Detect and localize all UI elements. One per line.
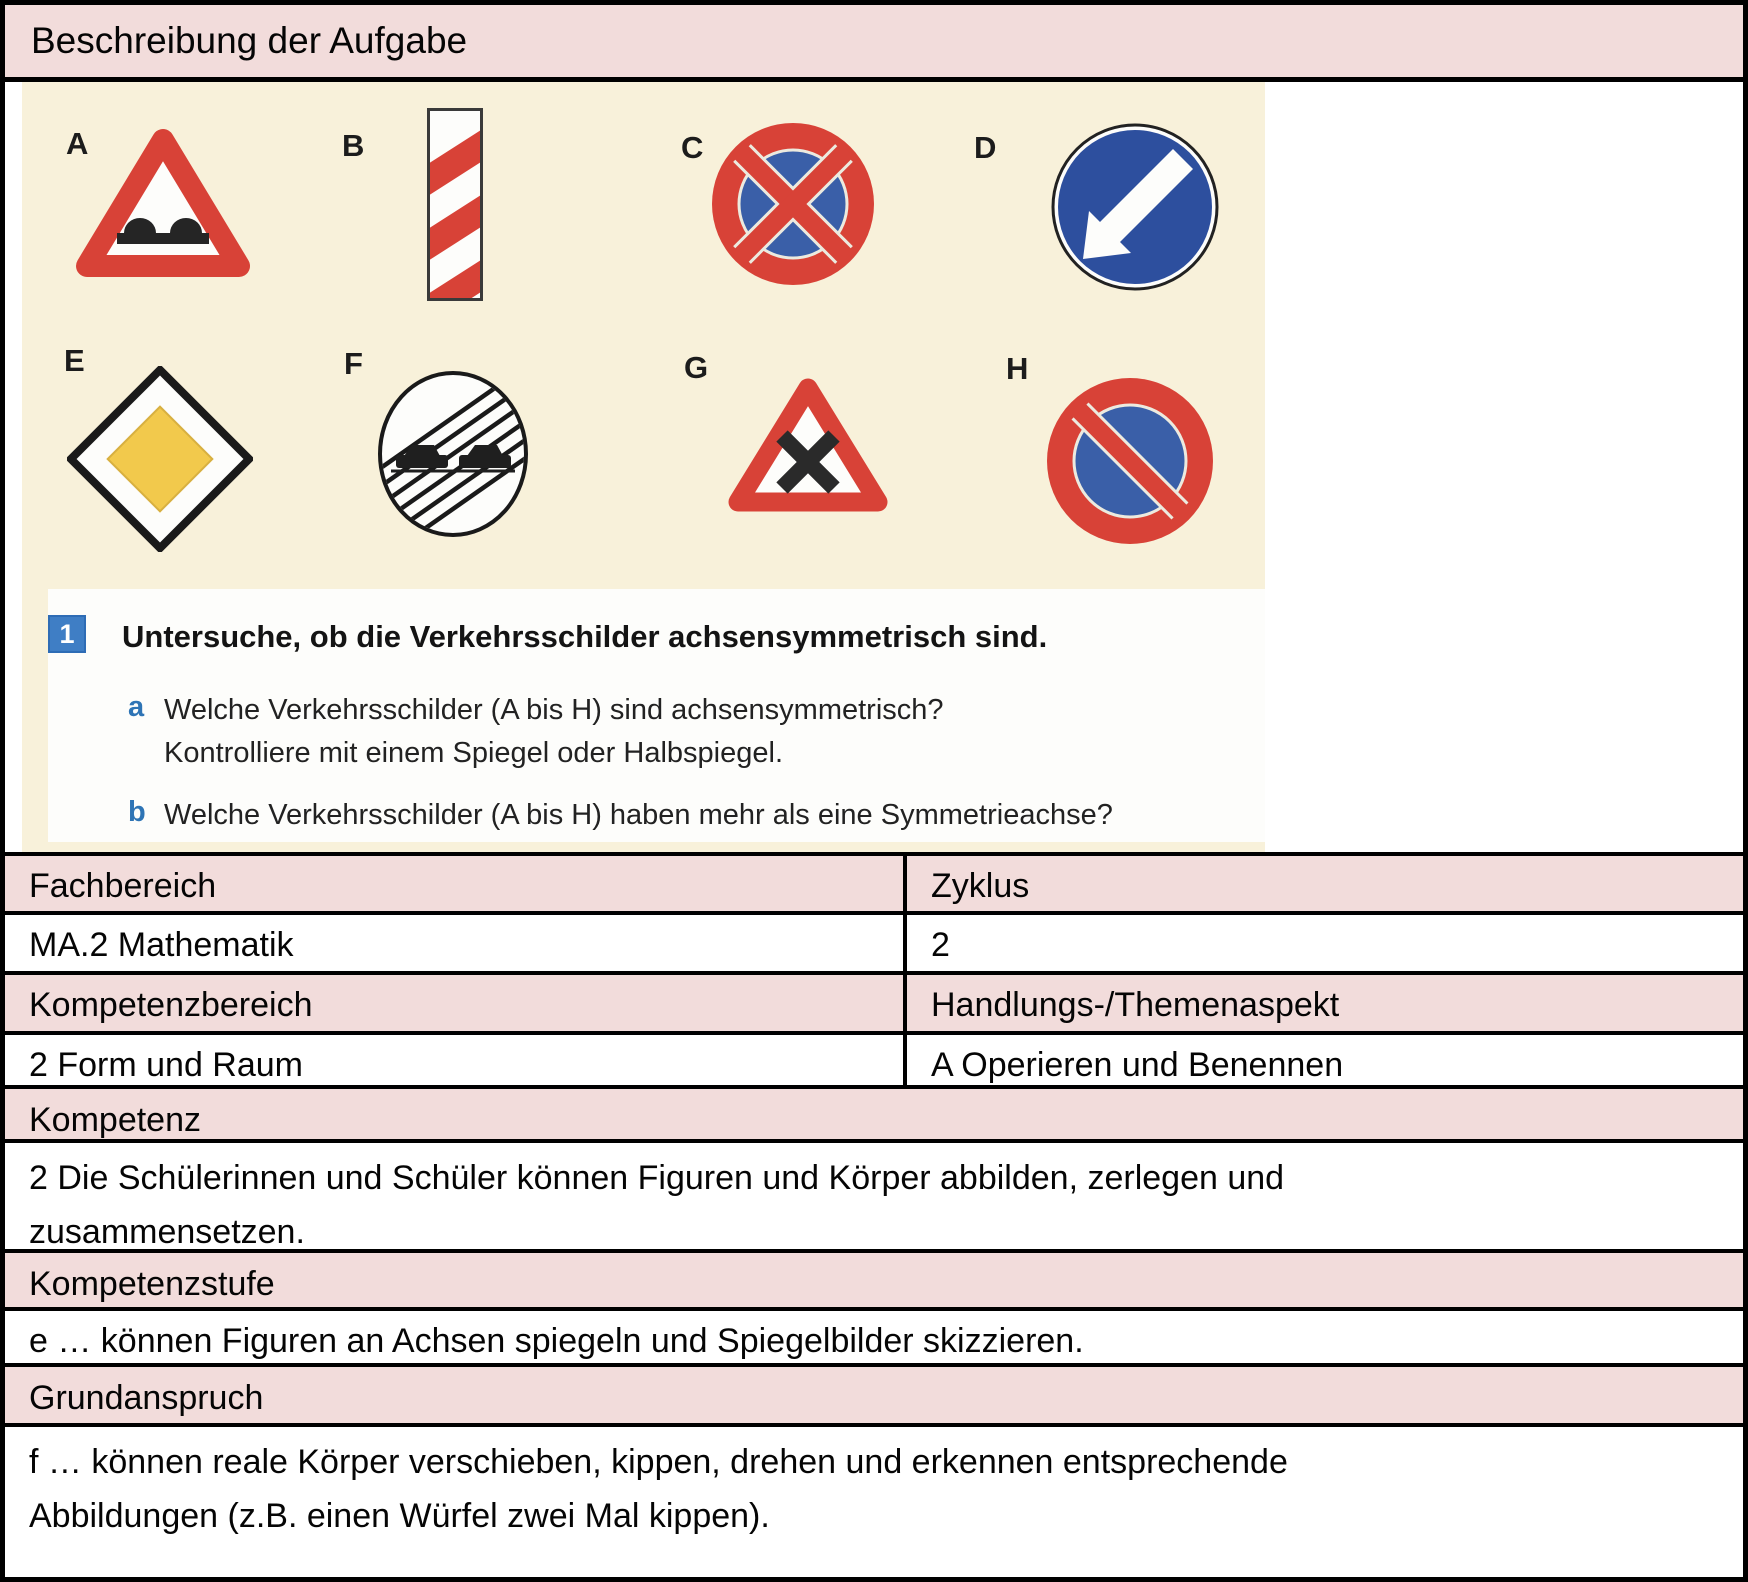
sign-label-f: F xyxy=(344,346,363,381)
sign-label-d: D xyxy=(974,130,997,165)
sign-label-g: G xyxy=(684,350,709,385)
keep-left-arrow-sign-icon xyxy=(1051,123,1219,296)
handlungsaspekt-value: A Operieren und Benennen xyxy=(903,1035,1743,1085)
table-row-header-kompetenz xyxy=(5,1085,1743,1139)
table-row-header-grundanspruch xyxy=(5,1363,1743,1423)
kompetenzbereich-value: 2 Form und Raum xyxy=(29,1046,303,1084)
exercise-item-b-text xyxy=(164,794,1113,837)
no-parking-sign-icon xyxy=(1045,376,1215,551)
zyklus-value: 2 xyxy=(903,915,1743,971)
exercise-heading: Untersuche, ob die Verkehrsschilder achsensymmetrisch sind. xyxy=(122,619,1048,654)
kompetenz-header: Kompetenz xyxy=(5,1089,1743,1139)
exercise-item-a-label: a xyxy=(128,691,145,723)
priority-road-sign-icon xyxy=(67,366,253,557)
exercise-item-a-line-1: Welche Verkehrsschilder (A bis H) sind achsensymmetrisch? xyxy=(164,694,944,726)
exercise-item-b-line-1: Welche Verkehrsschilder (A bis H) haben mehr als eine Symmetrieachse? xyxy=(164,799,1113,831)
task-description-section xyxy=(5,82,1743,852)
table-row-header-kompetenzstufe xyxy=(5,1249,1743,1307)
zyklus-header: Zyklus xyxy=(903,856,1743,911)
handlungsaspekt-header: Handlungs-/Themenaspekt xyxy=(903,975,1743,1031)
sign-label-c: C xyxy=(681,130,704,165)
sign-label-e: E xyxy=(64,343,85,378)
exercise-item-b-label: b xyxy=(128,796,146,828)
sign-label-h: H xyxy=(1006,351,1029,386)
end-of-no-overtaking-sign-icon xyxy=(377,370,529,543)
table-row-value-kompetenzstufe xyxy=(5,1307,1743,1363)
fachbereich-header: Fachbereich xyxy=(5,856,903,911)
sign-label-b: B xyxy=(342,128,365,163)
grundanspruch-value: f … können reale Körper verschieben, kippen, drehen und erkennen entsprechende Abbildungen (z.B. einen Würfel zwei Mal kippen). xyxy=(29,1443,1288,1535)
table-row-value-grundanspruch xyxy=(5,1423,1743,1535)
hazard-marker-pole-sign-icon xyxy=(426,107,484,307)
kompetenzstufe-header: Kompetenzstufe xyxy=(5,1253,1743,1307)
no-stopping-sign-icon xyxy=(710,121,876,292)
grundanspruch-header: Grundanspruch xyxy=(5,1367,1743,1423)
table-row-header-kompetenzbereich-aspekt xyxy=(5,971,1743,1031)
table-row-value-fachbereich-zyklus xyxy=(5,911,1743,971)
sign-label-a: A xyxy=(66,126,89,161)
kompetenz-value: 2 Die Schülerinnen und Schüler können Figuren und Körper abbilden, zerlegen und zusammensetzen. xyxy=(29,1159,1285,1251)
page-title: Beschreibung der Aufgabe xyxy=(5,5,1743,82)
kompetenzbereich-header: Kompetenzbereich xyxy=(5,975,903,1031)
uneven-road-warning-sign-icon xyxy=(68,114,258,303)
exercise-item-a-line-2: Kontrolliere mit einem Spiegel oder Halbspiegel. xyxy=(164,737,783,769)
exercise-item-a-text xyxy=(164,689,944,775)
table-row-header-fachbereich-zyklus xyxy=(5,852,1743,911)
kompetenzstufe-value: e … können Figuren an Achsen spiegeln und Spiegelbilder skizzieren. xyxy=(29,1322,1084,1360)
exercise-panel xyxy=(48,589,1265,842)
fachbereich-value: MA.2 Mathematik xyxy=(29,926,294,964)
exercise-number-badge: 1 xyxy=(48,615,86,653)
crossroads-warning-sign-icon xyxy=(720,366,896,535)
scanned-textbook-image xyxy=(22,82,1265,852)
table-row-value-kompetenz xyxy=(5,1139,1743,1249)
table-row-value-kompetenzbereich-aspekt xyxy=(5,1031,1743,1085)
